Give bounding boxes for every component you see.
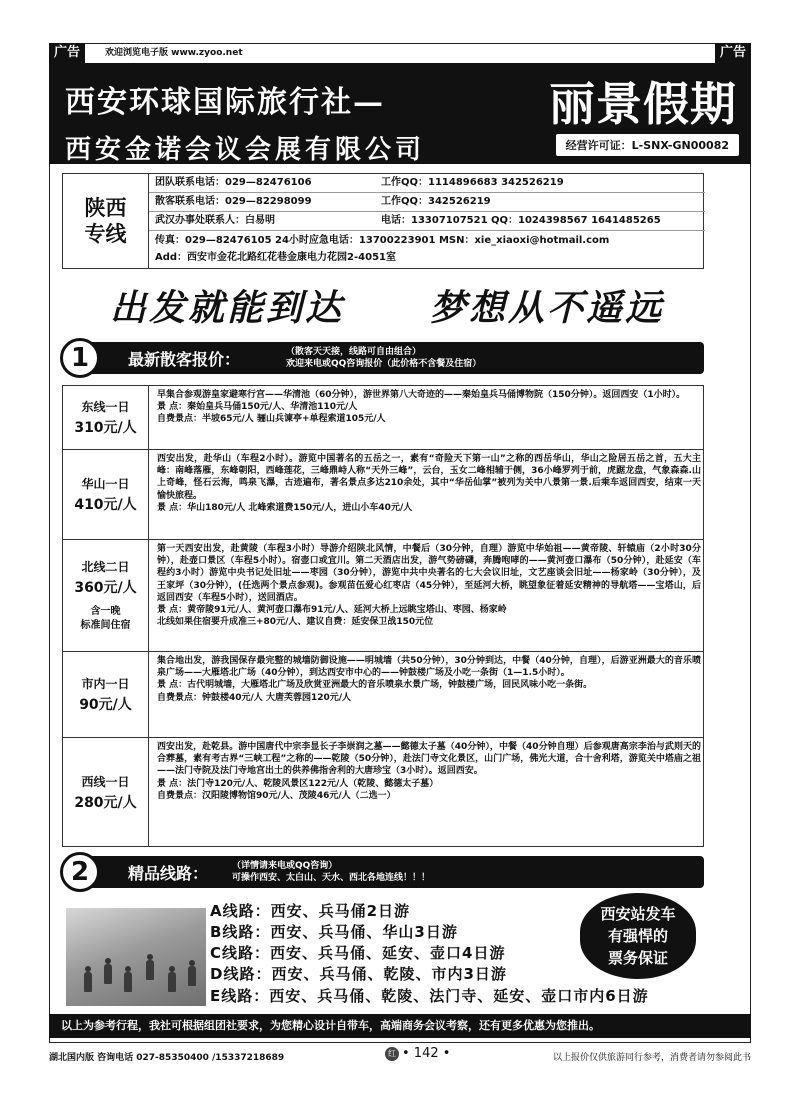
route-description [157,543,701,628]
page-number [385,1046,450,1061]
footer [49,1046,751,1066]
retail-qq: 工作QQ：342526219 [381,196,491,207]
guarantee-line-2: 有强悍的 [607,927,668,945]
route-description [157,389,701,426]
footer-badge-icon: 红 [385,1047,399,1061]
section-2-title: 精品线路： [128,864,209,883]
route-spots: 景 点：黄帝陵91元/人、黄河壶口瀑布91元/人、延河大桥上远眺宝塔山、枣园、杨家岭 [157,605,507,616]
route-name-cell [63,386,149,449]
route-row [63,450,703,540]
guarantee-line-3: 票务保证 [607,949,668,967]
route-own-expense: 自费景点：钟鼓楼40元/人 大唐芙蓉园120元/人 [157,692,352,703]
route-price: 360元/人 [74,580,137,596]
route-price: 280元/人 [74,794,137,811]
premium-line-a: A线路：西安、兵马俑2日游 [210,902,411,920]
route-name: 北线二日 [81,560,130,574]
route-extra-line-2: 标准间住宿 [80,620,131,631]
route-row [63,652,703,738]
premium-line-c: C线路：西安、兵马俑、延安、壶口4日游 [210,944,506,962]
wuhan-contact: 武汉办事处联系人：白易明 [155,215,275,226]
contact-block [62,173,704,269]
route-row [63,540,703,652]
warrior-figure [146,960,154,980]
contact-row-team [149,174,705,193]
fax-line: 传真：029—82476105 24小时应急电话：13700223901 MSN：xie_xiaoxi@hotmail.com [155,235,610,246]
route-spots: 景 点：秦始皇兵马俑150元/人、华清池110元/人 [157,402,358,413]
route-spots: 景 点：华山180元/人 北峰索道费150元/人，进山小车40元/人 [157,502,413,513]
premium-line-e: E线路：西安、兵马俑、乾陵、法门寺、延安、壶口市内6日游 [210,987,649,1005]
section-1-title: 最新散客报价： [128,350,241,369]
company-name: 西安金诺会议会展有限公司 [65,135,426,165]
section-2-header [62,856,704,888]
route-price: 90元/人 [79,697,132,713]
footer-right: 以上报价仅供旅游同行参考，消费者请勿参阅此书 [552,1053,751,1063]
section-1-note-1: （散客天天接，线路可自由组合） [286,347,422,357]
section-1-note-2: 欢迎来电或QQ咨询报价（此价格不含餐及住宿） [286,359,482,369]
terracotta-warriors-photo [66,908,206,1006]
footer-left: 湖北国内版 咨询电话 027-85350400 /15337218689 [49,1053,285,1063]
route-name: 西线一日 [81,774,130,789]
brand-name: 丽景假期 [549,77,737,131]
address-line: Add：西安市金花北路红花巷金康电力花园2-4051室 [155,252,396,263]
ad-tag-left: 广告 [49,43,85,63]
guarantee-line-1: 西安站发车 [600,905,676,923]
route-itinerary: 集合地出发，游我国保存最完整的城墙防御设施——明城墙（共50分钟），30分钟到达，中餐（40分钟，自理），后游亚洲最大的音乐喷泉广场——大雁塔北广场（40分钟），到达西安市中心的——钟鼓楼广场及小吃一条街（1—1.5小时）。 [157,656,701,679]
route-spots: 景 点：法门寺120元/人、乾陵风景区122元/人（乾陵、懿德太子墓） [157,778,439,789]
contact-row-wuhan [149,212,705,231]
contact-row-retail [149,193,705,212]
section-1-header [62,342,704,374]
route-price: 310元/人 [74,420,137,436]
route-own-expense: 北线如果住宿要升成准三+80元/人、建议自费：延安保卫战150元位 [157,617,434,628]
retail-phone: 散客联系电话：029—82298099 [155,196,312,207]
route-extra-line-1: 含一晚 [90,606,121,617]
slogan-part-2: 梦想从不遥远 [430,287,665,329]
route-own-expense: 自费景点：半坡65元/人 骊山兵谏亭+单程索道105元/人 [157,414,386,425]
slogan-part-1: 出发就能到达 [110,287,345,329]
section-2-number: 2 [60,852,100,892]
route-description [157,741,701,802]
contact-side-label [63,174,149,268]
route-own-expense: 自费景点：汉阳陵博物馆90元/人、茂陵46元/人（二选一） [157,790,396,801]
premium-line-b: B线路：西安、兵马俑、华山3日游 [210,923,458,941]
route-itinerary: 早集合参观游皇家避寒行宫——华清池（60分钟），游世界第八大奇迹的——秦始皇兵马俑博物院（150分钟）。返回西安（1小时）。 [157,390,686,400]
route-name-cell [63,540,149,651]
route-itinerary: 西安出发，赴乾县。游中国唐代中宗李显长子李崇润之墓——懿德太子墓（40分钟），中餐（40分钟自理）后参观唐高宗李治与武则天的合葬墓，素有考古界“三峡工程”之称的——乾陵（50分钟），赴法门寺文化景区，山门广场，佛光大道，合十舍利塔，游览关中塔庙之祖——法门寺院及法门寺地宫出土的供养佛指舍利的大唐珍宝（3小时）。返回西安。 [157,742,701,777]
header-banner [49,63,751,164]
wuhan-phone: 电话：13307107521 QQ：1024398567 1641485265 [381,215,661,226]
warrior-figure [188,966,196,986]
agency-name: 西安环球国际旅行社— [65,85,385,120]
route-name: 东线一日 [81,400,130,414]
route-name: 市内一日 [81,677,130,691]
side-line-2: 专线 [84,221,127,246]
team-phone: 团队联系电话：029—82476106 [155,177,312,188]
section-1-number: 1 [60,338,100,378]
warrior-figure [124,972,132,992]
route-row [63,738,703,846]
bottom-notice: 以上为参考行程，我社可根据组团社要求，为您精心设计自带车，高端商务会议考察，还有更多优惠为您推出。 [49,1014,751,1038]
side-line-1: 陕西 [84,195,127,220]
slogan [110,280,690,329]
section-2-note-2: 可操作西安、太白山、天水、西北各地连线！！！ [232,873,431,883]
license-badge: 经营许可证：L-SNX-GN00082 [556,134,739,156]
route-name-cell [63,450,149,539]
section-2-note-1: （详情请来电或QQ咨询） [232,861,338,871]
ad-url[interactable]: 欢迎浏览电子版 www.zyoo.net [105,48,243,58]
route-name: 华山一日 [81,477,130,491]
route-description [157,453,701,514]
route-name-cell [63,738,149,846]
route-extra [81,605,131,633]
page-number-text: • 142 • [402,1046,451,1061]
warrior-figure [168,972,176,992]
ad-tag-right: 广告 [715,43,751,63]
ticket-guarantee-badge [580,893,696,979]
routes-table [62,385,704,847]
team-qq: 工作QQ：1114896683 342526219 [381,177,564,188]
route-itinerary: 西安出发，赴华山（车程2小时）。游览中国著名的五岳之一，素有“奇险天下第一山”之称的西岳华山，华山之险居五岳之首，五大主峰：南峰落雁，东峰朝阳，西峰莲花，三峰鼎峙人称“天外三峰”，云台，玉女二峰相辅于侧，36小峰罗列于前，虎踞龙盘，气象森森.山上奇峰，怪石云海，鸣泉飞瀑，古迹遍布，著名景点多达210余处，其中“华岳仙掌”被列为关中八景第一景.后乘车返回西安，结束一天愉快旅程。 [157,454,701,501]
route-itinerary: 第一天西安出发，赴黄陵（车程3小时）导游介绍陕北风情，中餐后（30分钟，自理）游览中华始祖——黄帝陵、轩辕庙（2小时30分钟），赴壶口景区（车程5小时）。宿壶口或宜川。第二天酒店出发，游气势磅礴，奔腾咆哮的——黄河壶口瀑布（50分钟），赴延安（车程约3小时）游览中央书记处旧址——枣园（30分钟），游览中共中央著名的七大会议旧址，文艺座谈会旧址——杨家岭（30分钟），及王家坪（30分钟），(任选两个景点参观)。参观苗伍爱心红枣店（45分钟），至延河大桥，眺望象征着延安精神的导航塔——宝塔山，后返回西安（车程5小时），送回酒店。 [157,544,701,603]
route-row [63,386,703,450]
route-price: 410元/人 [74,497,137,513]
warrior-figure [104,964,112,984]
route-name-cell [63,652,149,737]
warrior-figure [84,972,92,992]
route-description [157,655,701,704]
ad-strip [49,43,751,63]
route-spots: 景 点：古代明城墙，大雁塔北广场及欣赏亚洲最大的音乐喷泉水景广场，钟鼓楼广场，回民风味小吃一条街。 [157,680,593,691]
premium-line-d: D线路：西安、兵马俑、乾陵、市内3日游 [210,965,507,983]
